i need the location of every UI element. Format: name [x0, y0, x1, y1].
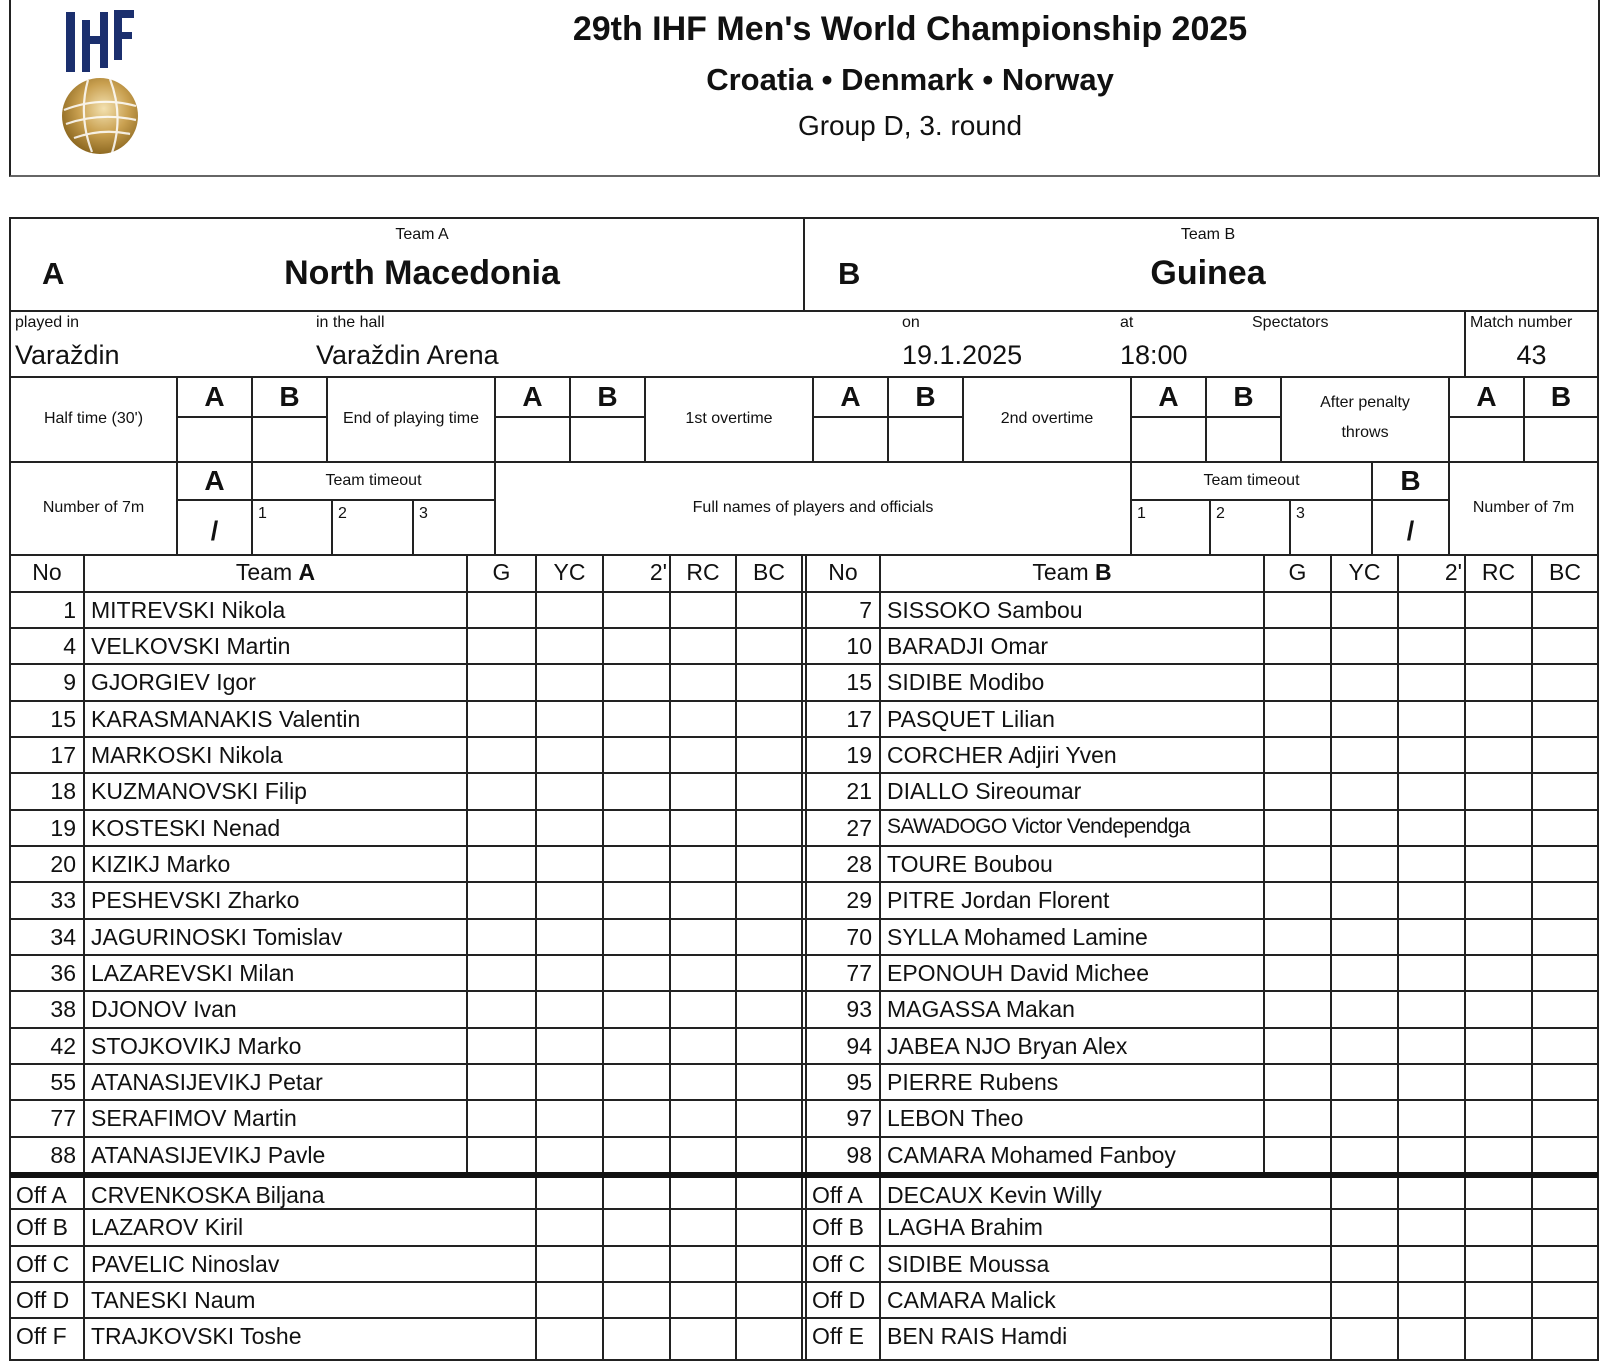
- team-a-official-name: PAVELIC Ninoslav: [91, 1251, 280, 1277]
- team-a-player-name: MARKOSKI Nikola: [91, 742, 283, 768]
- ot2-col-b: B: [1233, 381, 1254, 412]
- team-b-official-code: Off C: [812, 1251, 866, 1277]
- seven-m-a-slash: /: [210, 516, 219, 546]
- team-a-player-number: 38: [50, 996, 76, 1022]
- seven-m-team-b-letter: B: [1400, 465, 1421, 496]
- team-a-player-name: MITREVSKI Nikola: [91, 597, 286, 623]
- match-number-value: 43: [1516, 340, 1547, 370]
- team-b-official-name: CAMARA Malick: [887, 1287, 1056, 1313]
- team-b-official-name: LAGHA Brahim: [887, 1214, 1043, 1240]
- date-value: 19.1.2025: [902, 340, 1023, 370]
- col-no-a: No: [32, 559, 62, 585]
- col-team-a-letter: A: [298, 559, 316, 585]
- half-time-col-a: A: [204, 381, 225, 412]
- spectators-label: Spectators: [1252, 314, 1329, 331]
- team-a-letter: A: [42, 256, 65, 291]
- team-a-official-name: TANESKI Naum: [91, 1287, 256, 1313]
- col-team-a: [84, 559, 467, 586]
- timeout-a-2: 2: [338, 505, 347, 522]
- team-a-player-number: 34: [50, 924, 76, 950]
- team-b-player-name: SAWADOGO Victor Vendependga: [887, 815, 1190, 838]
- team-b-player-number: 7: [859, 597, 872, 623]
- host-countries: Croatia • Denmark • Norway: [706, 62, 1114, 97]
- team-b-player-number: 95: [846, 1069, 872, 1095]
- end-time-col-b: B: [597, 381, 618, 412]
- date-label: on: [902, 314, 920, 331]
- team-b-player-name: CAMARA Mohamed Fanboy: [887, 1142, 1176, 1168]
- team-a-player-number: 36: [50, 960, 76, 986]
- time-value: 18:00: [1120, 340, 1188, 370]
- team-b-player-name: SIDIBE Modibo: [887, 669, 1045, 695]
- hall-value: Varaždin Arena: [316, 340, 499, 370]
- col-yc-b: YC: [1348, 559, 1381, 585]
- team-a-player-number: 77: [50, 1105, 76, 1131]
- team-a-official-name: TRAJKOVSKI Toshe: [91, 1323, 302, 1349]
- penalty-label-2: throws: [1341, 424, 1389, 441]
- team-a-player-name: STOJKOVIKJ Marko: [91, 1033, 302, 1059]
- team-a-player-name: DJONOV Ivan: [91, 996, 237, 1022]
- col-team-a-word: Team: [235, 559, 293, 585]
- col-team-b: [880, 559, 1264, 586]
- timeout-b-1: 1: [1137, 505, 1146, 522]
- team-b-official-name: DECAUX Kevin Willy: [887, 1182, 1102, 1208]
- col-2min-b: 2': [1444, 559, 1462, 585]
- team-a-player-number: 15: [50, 706, 76, 732]
- team-a-player-number: 88: [50, 1142, 76, 1168]
- team-a-player-number: 42: [50, 1033, 76, 1059]
- col-team-b-word: Team: [1032, 559, 1089, 585]
- team-a-player-name: JAGURINOSKI Tomislav: [91, 924, 343, 950]
- team-a-player-name: KUZMANOVSKI Filip: [91, 778, 307, 804]
- team-a-name: North Macedonia: [284, 254, 560, 292]
- team-a-player-name: ATANASIJEVIKJ Petar: [91, 1069, 323, 1095]
- team-b-official-code: Off A: [812, 1182, 863, 1208]
- seven-m-label-b: Number of 7m: [1472, 499, 1575, 516]
- team-a-official-code: Off C: [16, 1251, 70, 1277]
- team-b-official-code: Off E: [812, 1323, 864, 1349]
- col-yc-a: YC: [553, 559, 586, 585]
- col-g-b: G: [1288, 559, 1307, 585]
- ot1-label: 1st overtime: [685, 410, 773, 427]
- team-a-official-code: Off A: [16, 1182, 67, 1208]
- team-b-official-name: BEN RAIS Hamdi: [887, 1323, 1068, 1349]
- timeout-label-a: Team timeout: [325, 472, 422, 489]
- team-b-player-name: PASQUET Lilian: [887, 706, 1055, 732]
- team-b-player-name: SISSOKO Sambou: [887, 597, 1083, 623]
- timeout-b-3: 3: [1296, 505, 1305, 522]
- team-b-player-number: 97: [846, 1105, 872, 1131]
- team-b-player-number: 28: [846, 851, 872, 877]
- ot2-col-a: A: [1158, 381, 1179, 412]
- timeout-b-2: 2: [1216, 505, 1225, 522]
- team-b-player-number: 29: [846, 887, 872, 913]
- ot1-col-b: B: [915, 381, 936, 412]
- team-b-player-name: SYLLA Mohamed Lamine: [887, 924, 1148, 950]
- team-b-player-name: BARADJI Omar: [887, 633, 1049, 659]
- team-b-player-name: LEBON Theo: [887, 1105, 1024, 1131]
- team-a-player-number: 55: [50, 1069, 76, 1095]
- seven-m-b-slash: /: [1406, 516, 1415, 546]
- col-bc-b: BC: [1549, 559, 1581, 585]
- team-b-player-number: 10: [846, 633, 872, 659]
- end-time-col-a: A: [522, 381, 543, 412]
- team-b-player-name: MAGASSA Makan: [887, 996, 1075, 1022]
- col-rc-a: RC: [686, 559, 720, 585]
- team-b-player-number: 27: [846, 815, 872, 841]
- team-b-letter: B: [838, 256, 861, 291]
- team-a-player-name: ATANASIJEVIKJ Pavle: [91, 1142, 326, 1168]
- team-a-official-name: CRVENKOSKA Biljana: [91, 1182, 325, 1208]
- team-b-player-name: EPONOUH David Michee: [887, 960, 1150, 986]
- col-team-b-letter: B: [1095, 559, 1112, 585]
- team-b-player-number: 98: [846, 1142, 872, 1168]
- team-b-player-name: TOURE Boubou: [887, 851, 1053, 877]
- team-b-player-number: 21: [846, 778, 872, 804]
- team-a-player-number: 17: [50, 742, 76, 768]
- team-a-player-number: 1: [63, 597, 76, 623]
- team-a-official-code: Off F: [16, 1323, 67, 1349]
- hall-label: in the hall: [316, 314, 385, 331]
- team-a-player-number: 20: [50, 851, 76, 877]
- played-in-value: Varaždin: [15, 340, 120, 370]
- team-b-official-code: Off B: [812, 1214, 864, 1240]
- team-a-player-number: 9: [63, 669, 76, 695]
- team-b-official-name: SIDIBE Moussa: [887, 1251, 1050, 1277]
- team-a-official-name: LAZAROV Kiril: [91, 1214, 244, 1240]
- team-a-player-name: VELKOVSKI Martin: [91, 633, 291, 659]
- team-a-player-name: PESHEVSKI Zharko: [91, 887, 300, 913]
- full-names-label: Full names of players and officials: [692, 499, 934, 516]
- penalty-col-b: B: [1550, 381, 1572, 412]
- team-a-player-name: KOSTESKI Nenad: [91, 815, 281, 841]
- seven-m-team-a-letter: A: [204, 465, 225, 496]
- timeout-a-3: 3: [419, 505, 428, 522]
- half-time-label: Half time (30'): [43, 410, 144, 427]
- col-g-a: G: [492, 559, 511, 585]
- team-a-official-code: Off B: [16, 1214, 68, 1240]
- team-b-name: Guinea: [1150, 254, 1266, 292]
- team-b-player-number: 17: [846, 706, 872, 732]
- team-b-player-number: 93: [846, 996, 872, 1022]
- team-a-player-number: 18: [50, 778, 76, 804]
- seven-m-label-a: Number of 7m: [42, 499, 145, 516]
- team-b-player-number: 77: [846, 960, 872, 986]
- team-a-player-name: KARASMANAKIS Valentin: [91, 706, 361, 732]
- played-in-label: played in: [15, 314, 80, 331]
- timeout-a-1: 1: [258, 505, 267, 522]
- team-a-official-code: Off D: [16, 1287, 70, 1313]
- match-number-label: Match number: [1470, 314, 1573, 331]
- col-bc-a: BC: [753, 559, 785, 585]
- team-a-player-number: 19: [50, 815, 76, 841]
- team-b-official-code: Off D: [812, 1287, 866, 1313]
- team-a-player-number: 4: [63, 633, 76, 659]
- round-info: Group D, 3. round: [797, 110, 1023, 141]
- team-a-caption: Team A: [395, 226, 449, 243]
- team-b-player-number: 19: [846, 742, 872, 768]
- team-b-player-number: 94: [846, 1033, 872, 1059]
- team-a-player-name: SERAFIMOV Martin: [91, 1105, 297, 1131]
- half-time-col-b: B: [279, 381, 300, 412]
- team-b-player-name: PITRE Jordan Florent: [887, 887, 1110, 913]
- end-time-label: End of playing time: [342, 410, 480, 427]
- team-a-player-name: LAZAREVSKI Milan: [91, 960, 295, 986]
- ot1-col-a: A: [840, 381, 861, 412]
- col-rc-b: RC: [1481, 559, 1516, 585]
- team-b-player-name: DIALLO Sireoumar: [887, 778, 1082, 804]
- team-a-player-name: KIZIKJ Marko: [91, 851, 231, 877]
- timeout-label-b: Team timeout: [1203, 472, 1300, 489]
- penalty-label-1: After penalty: [1320, 394, 1410, 411]
- col-2min-a: 2': [649, 559, 667, 585]
- team-a-player-number: 33: [50, 887, 76, 913]
- team-b-player-name: PIERRE Rubens: [887, 1069, 1059, 1095]
- team-b-caption: Team B: [1180, 226, 1236, 243]
- page-title: 29th IHF Men's World Championship 2025: [572, 10, 1248, 48]
- team-b-player-number: 15: [846, 669, 872, 695]
- team-b-player-name: CORCHER Adjiri Yven: [887, 742, 1117, 768]
- col-no-b: No: [828, 559, 858, 585]
- team-b-player-number: 70: [846, 924, 872, 950]
- time-label: at: [1120, 314, 1134, 331]
- penalty-col-a: A: [1476, 381, 1497, 412]
- ot2-label: 2nd overtime: [1000, 410, 1094, 427]
- team-a-player-name: GJORGIEV Igor: [91, 669, 256, 695]
- team-b-player-name: JABEA NJO Bryan Alex: [887, 1033, 1128, 1059]
